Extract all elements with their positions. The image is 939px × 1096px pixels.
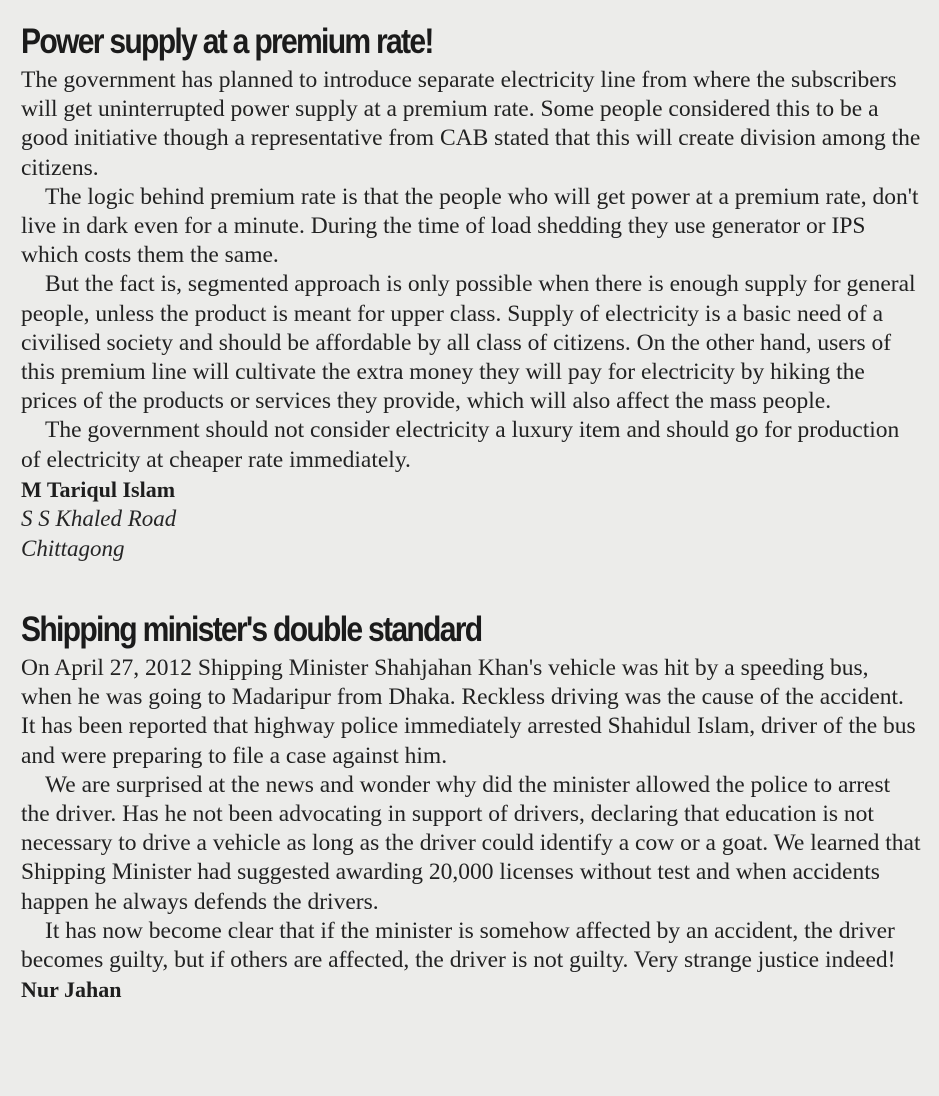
letter-shipping-minister bbox=[21, 606, 921, 1004]
letter-paragraph: The government should not consider electricity a luxury item and should go for production of electricity at cheaper rate immediately. bbox=[21, 417, 900, 473]
letter-paragraph: It has now become clear that if the minister is somehow affected by an accident, the driver becomes guilty, but if others are affected, the driver is not guilty. Very strange justice indeed! bbox=[21, 917, 896, 974]
letter-title: Power supply at a premium rate! bbox=[21, 22, 433, 61]
letter-paragraph: On April 27, 2012 Shipping Minister Shahjahan Khan's vehicle was hit by a speeding bus, when he was going to Madaripur from Dhaka. Reckless driving was the cause of the accident. It has been reported that highway police immediately arrested Shahidul Islam, driver of the bus and were preparing to file a case against him. bbox=[21, 655, 916, 769]
letter-title: Shipping minister's double standard bbox=[21, 610, 482, 650]
letter-paragraph: The government has planned to introduce separate electricity line from where the subscribers will get uninterrupted power supply at a premium rate. Some people considered this to be a good initiative though a representative from CAB stated that this will create division among the citizens. bbox=[21, 67, 921, 181]
letter-paragraph: But the fact is, segmented approach is only possible when there is enough supply for general people, unless the product is meant for upper class. Supply of electricity is a basic need of a civilised society and should be affordable by all class of citizens. On the other hand, users of this premium line will cultivate the extra money they will pay for electricity by hiking the prices of the products or services they provide, which will also affect the mass people. bbox=[21, 271, 916, 415]
section-spacer bbox=[21, 564, 921, 606]
author-address: S S Khaled Road bbox=[21, 506, 177, 532]
letter-power-supply bbox=[21, 18, 921, 564]
author-name: M Tariqul Islam bbox=[21, 476, 176, 502]
author-city: Chittagong bbox=[21, 536, 125, 562]
letter-paragraph: We are surprised at the news and wonder why did the minister allowed the police to arrest the driver. Has he not been advocating in support of drivers, declaring that education is not necessary to drive a vehicle as long as the driver could identify a cow or a goat. We learned that Shipping Minister had suggested awarding 20,000 licenses without test and when accidents happen he always defends the drivers. bbox=[21, 771, 921, 915]
author-name: Nur Jahan bbox=[21, 977, 122, 1003]
letters-page bbox=[21, 18, 921, 1004]
letter-paragraph: The logic behind premium rate is that the people who will get power at a premium rate, don't live in dark even for a minute. During the time of load shedding they use generator or IPS which costs them the same. bbox=[21, 183, 919, 269]
